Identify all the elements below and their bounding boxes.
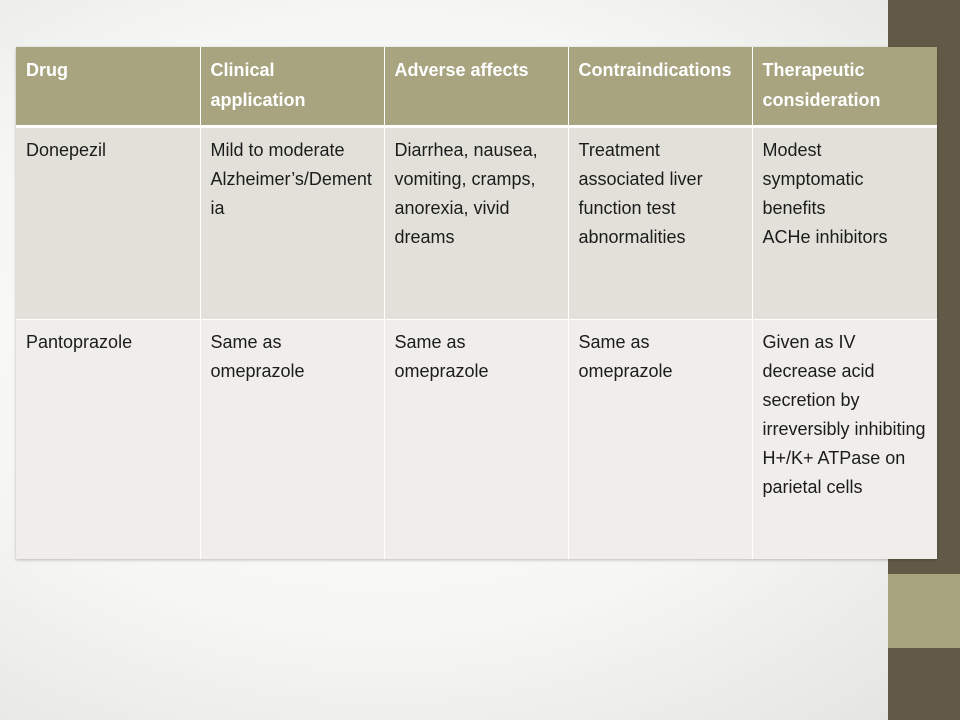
header-drug: Drug <box>16 47 200 127</box>
drug-table <box>16 47 937 559</box>
table-row <box>16 320 937 560</box>
cell-drug: Pantoprazole <box>16 320 200 560</box>
table-row <box>16 127 937 320</box>
drug-table-container <box>16 47 937 559</box>
cell-adverse-affects: Diarrhea, nausea, vomiting, cramps, anorexia, vivid dreams <box>384 127 568 320</box>
cell-contraindications: Treatment associated liver function test abnormalities <box>568 127 752 320</box>
cell-contraindications: Same as omeprazole <box>568 320 752 560</box>
cell-clinical-application: Mild to moderate Alzheimer’s/Dementia <box>200 127 384 320</box>
header-adverse-affects: Adverse affects <box>384 47 568 127</box>
cell-therapeutic-consideration: Modest symptomatic benefits ACHe inhibitors <box>752 127 937 320</box>
cell-clinical-application: Same as omeprazole <box>200 320 384 560</box>
header-clinical-application: Clinical application <box>200 47 384 127</box>
cell-therapeutic-consideration: Given as IV decrease acid secretion by irreversibly inhibiting H+/K+ ATPase on parietal cells <box>752 320 937 560</box>
cell-drug: Donepezil <box>16 127 200 320</box>
header-contraindications: Contraindications <box>568 47 752 127</box>
table-header-row <box>16 47 937 127</box>
header-therapeutic-consideration: Therapeutic consideration <box>752 47 937 127</box>
side-panel-accent <box>888 574 960 648</box>
cell-adverse-affects: Same as omeprazole <box>384 320 568 560</box>
